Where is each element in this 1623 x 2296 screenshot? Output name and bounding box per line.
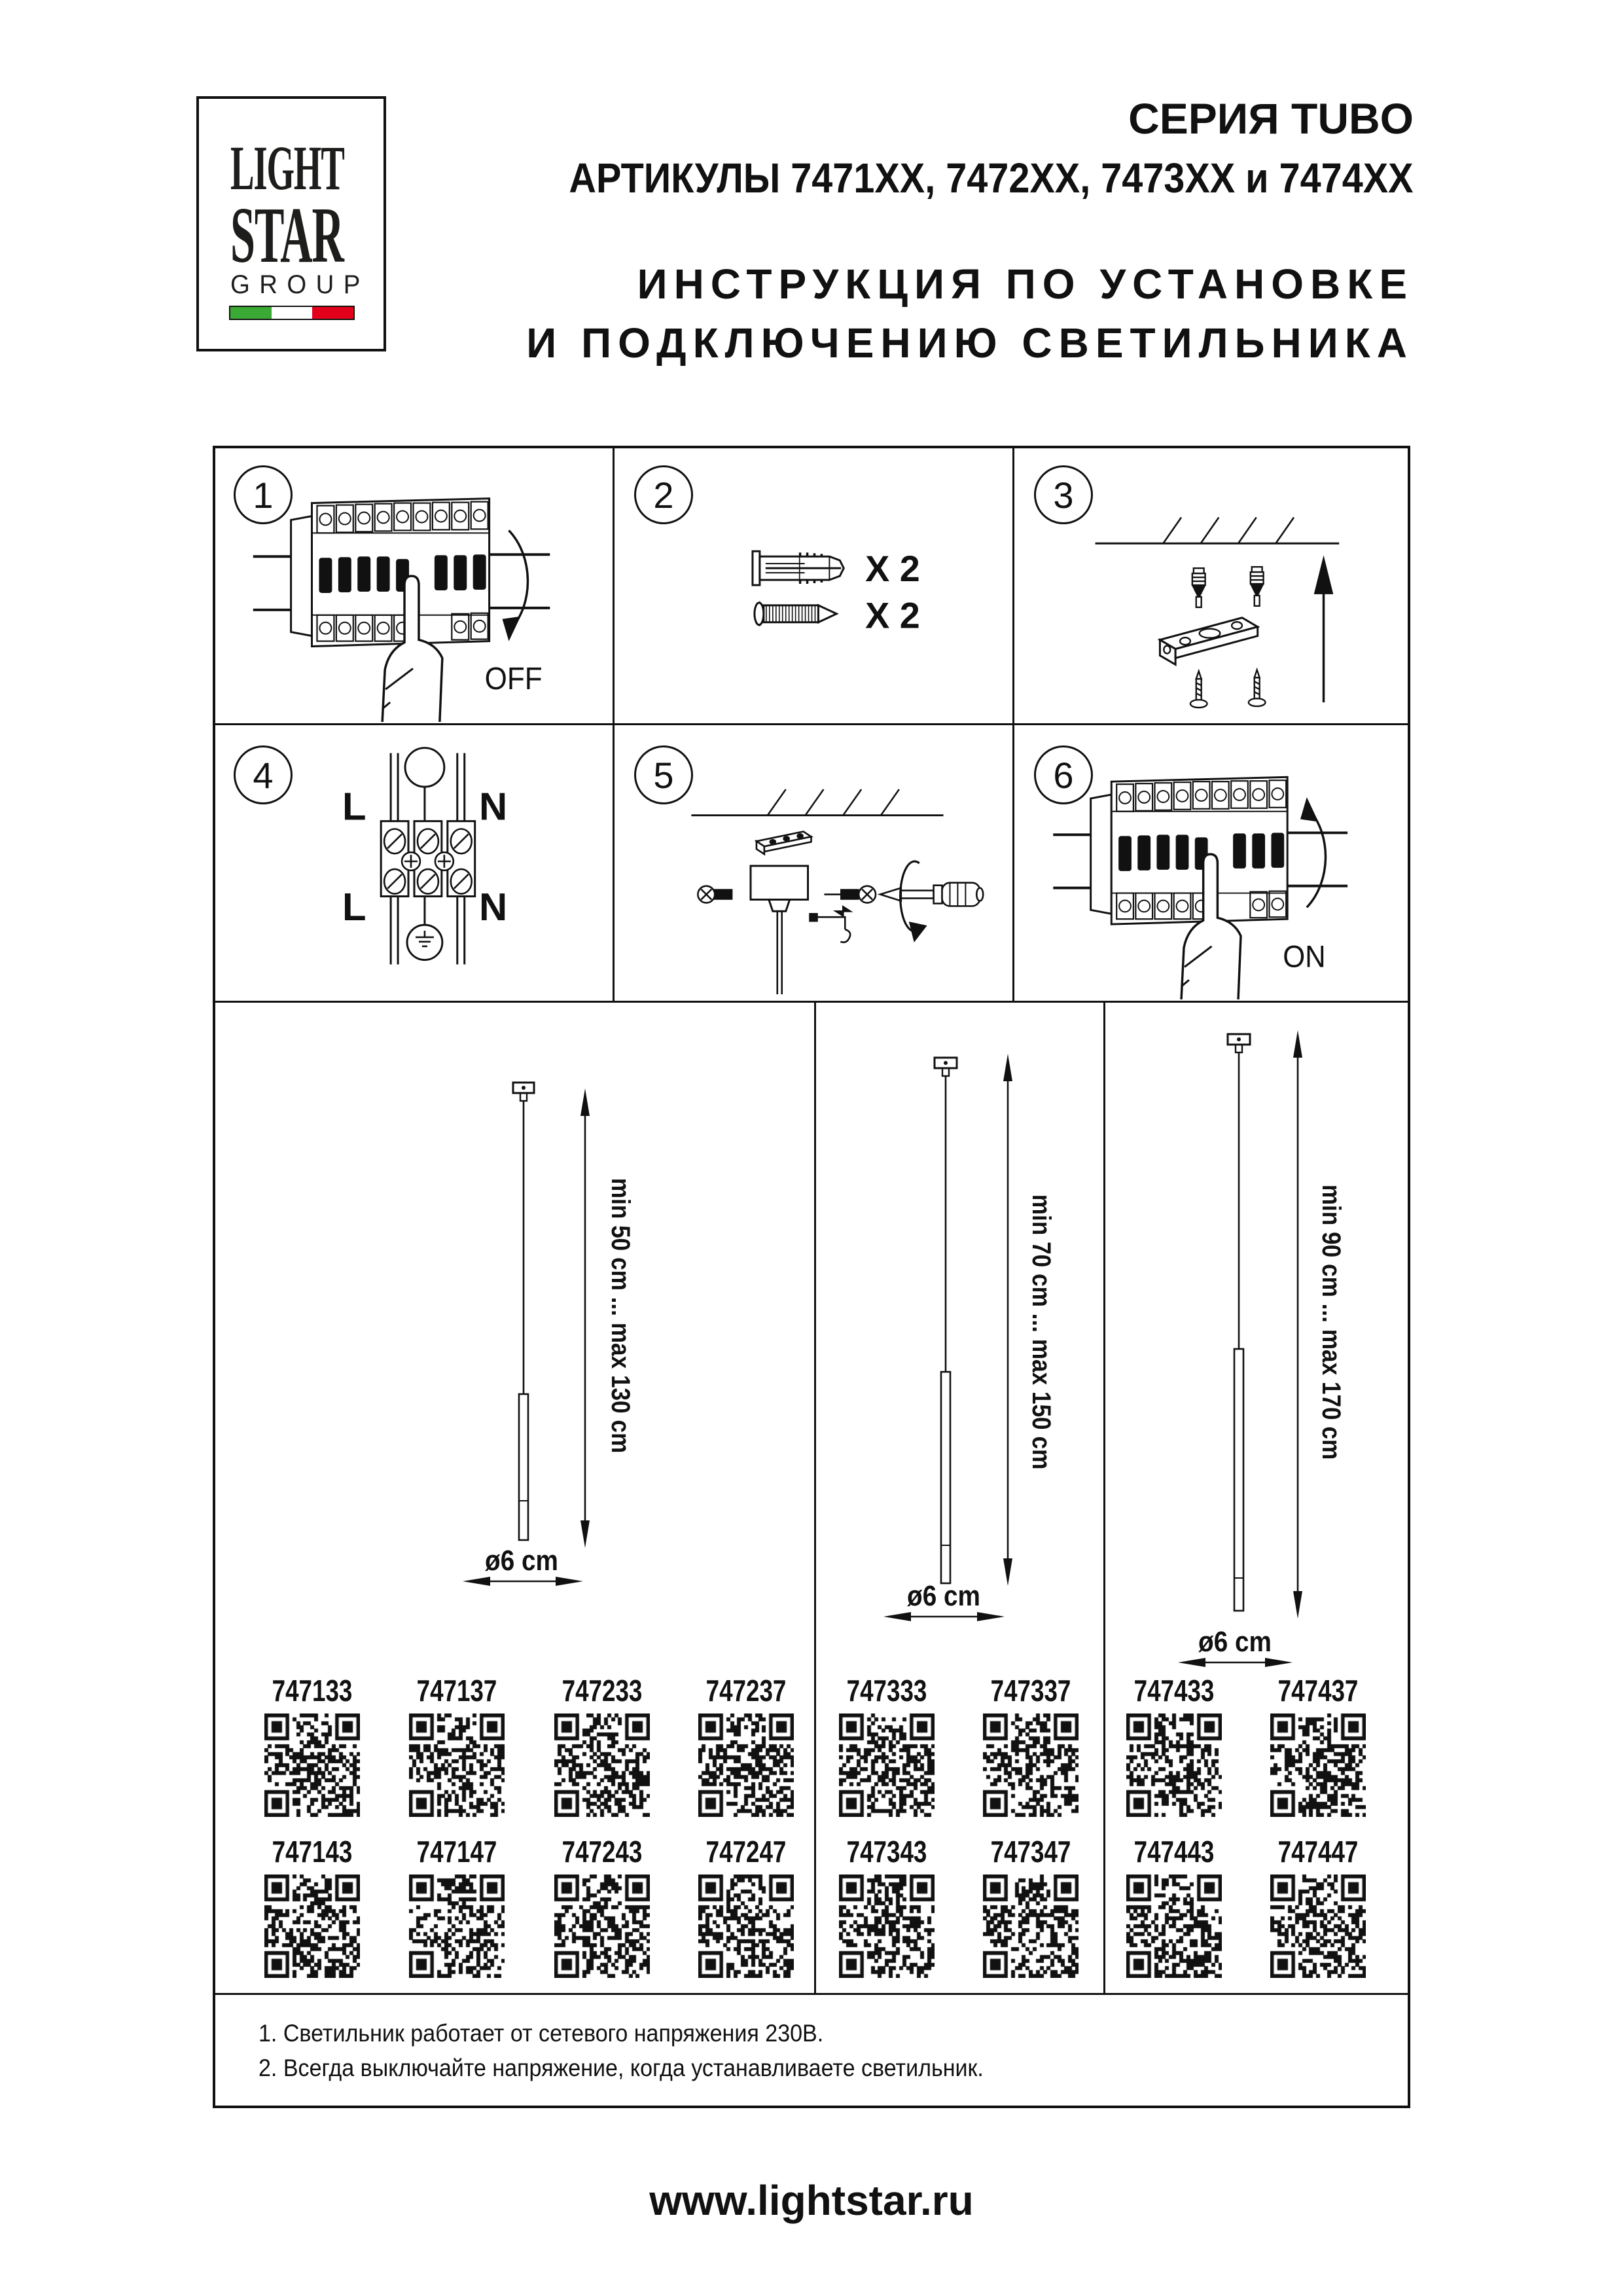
article-number: 747143 <box>272 1835 353 1869</box>
step2-digit: 2 <box>653 474 674 516</box>
bolt-right <box>824 886 876 903</box>
label-L-top: L <box>342 784 366 829</box>
logo-word-group: GROUP <box>230 270 370 299</box>
label-N-top: N <box>478 784 508 829</box>
qr-code <box>554 1874 650 1978</box>
article-number: 747247 <box>705 1835 787 1869</box>
qr-code <box>409 1713 505 1817</box>
step5-canopy-mounting-illustration <box>615 726 1012 999</box>
lamp2-dimension-label: min 70 cm ... max 150 cm <box>1027 1194 1057 1470</box>
off-label: OFF <box>484 660 543 696</box>
doc-title-line1: ИНСТРУКЦИЯ ПО УСТАНОВКЕ <box>637 260 1414 308</box>
logo-word-star: STAR <box>230 191 344 279</box>
qr-code <box>839 1713 935 1817</box>
hline-row1 <box>213 723 1410 725</box>
lamp1-dimension-label: min 50 cm ... max 130 cm <box>606 1177 636 1454</box>
italian-flag-icon <box>229 306 355 320</box>
flag-red <box>312 307 353 319</box>
article-number: 747337 <box>990 1674 1071 1708</box>
lamp3-diameter-label: ø6 cm <box>1198 1624 1272 1658</box>
bolt-left <box>698 886 732 903</box>
qr-code <box>409 1874 505 1978</box>
qr-code <box>983 1713 1079 1817</box>
article-number: 747137 <box>416 1674 497 1708</box>
article-number: 747243 <box>562 1835 643 1869</box>
doc-title-line2: И ПОДКЛЮЧЕНИЮ СВЕТИЛЬНИКА <box>526 319 1414 367</box>
lamp3-dimension-label: min 90 cm ... max 170 cm <box>1317 1184 1347 1460</box>
anchor-left <box>1192 568 1206 607</box>
qr-code <box>983 1874 1079 1978</box>
series-title: СЕРИЯ TUBO <box>1128 94 1414 143</box>
qr-code <box>839 1874 935 1978</box>
article-number: 747133 <box>272 1674 353 1708</box>
label-N-bottom: N <box>478 885 508 929</box>
lamp-50-130 <box>463 1083 590 1586</box>
step4-digit: 4 <box>253 754 274 796</box>
article-number: 747433 <box>1133 1674 1215 1708</box>
qr-code <box>698 1713 794 1817</box>
articles-line: АРТИКУЛЫ 7471XX, 7472XX, 7473XX и 7474XX <box>569 154 1414 202</box>
notes-block <box>259 2016 984 2085</box>
article-number: 747343 <box>846 1835 927 1869</box>
lamp-90-170 <box>1178 1030 1302 1667</box>
step6-digit: 6 <box>1053 754 1074 796</box>
qr-code <box>554 1713 650 1817</box>
screw-qty-label: X 2 <box>865 595 920 636</box>
logo-word-light: LIGHT <box>230 133 344 203</box>
flag-white <box>272 307 313 319</box>
lamp2-diameter-label: ø6 cm <box>907 1579 980 1612</box>
article-number: 747333 <box>846 1674 927 1708</box>
screw-right <box>1249 670 1266 706</box>
step1-digit: 1 <box>253 474 274 516</box>
wire-hook <box>810 906 851 942</box>
article-number: 747443 <box>1133 1835 1215 1869</box>
qr-code <box>264 1713 360 1817</box>
article-number: 747447 <box>1277 1835 1359 1869</box>
step3-digit: 3 <box>1053 474 1074 516</box>
step2-parts-illustration <box>615 447 1012 722</box>
qr-code <box>698 1874 794 1978</box>
article-number: 747233 <box>562 1674 643 1708</box>
website-url: www.lightstar.ru <box>649 2177 974 2224</box>
qr-code <box>1270 1874 1366 1978</box>
lamp1-diameter-label: ø6 cm <box>485 1543 558 1577</box>
article-number: 747237 <box>705 1674 787 1708</box>
qr-code <box>1270 1713 1366 1817</box>
step1-breaker-off-illustration <box>214 447 612 722</box>
qr-code <box>264 1874 360 1978</box>
lightstar-logo <box>196 96 386 351</box>
on-label: ON <box>1283 939 1326 974</box>
step3-bracket-mounting-illustration <box>1014 447 1409 722</box>
lamp-70-150 <box>883 1054 1012 1621</box>
qr-code <box>1126 1874 1222 1978</box>
screwdriver <box>880 883 983 906</box>
anchor-right <box>1250 567 1264 606</box>
note-line-2: 2. Всегда выключайте напряжение, когда устанавливаете светильник. <box>259 2054 984 2081</box>
step6-breaker-on-illustration <box>1014 726 1409 999</box>
screw-left <box>1190 671 1207 708</box>
qr-code <box>1126 1713 1222 1817</box>
anchor-qty-label: X 2 <box>865 548 920 590</box>
article-number: 747147 <box>416 1835 497 1869</box>
flag-green <box>230 307 272 319</box>
article-number: 747437 <box>1277 1674 1359 1708</box>
article-number: 747347 <box>990 1835 1071 1869</box>
label-L-bottom: L <box>342 885 366 929</box>
step5-digit: 5 <box>653 754 674 796</box>
step4-wiring-illustration <box>214 726 612 999</box>
note-line-1: 1. Светильник работает от сетевого напряжения 230В. <box>259 2020 824 2047</box>
